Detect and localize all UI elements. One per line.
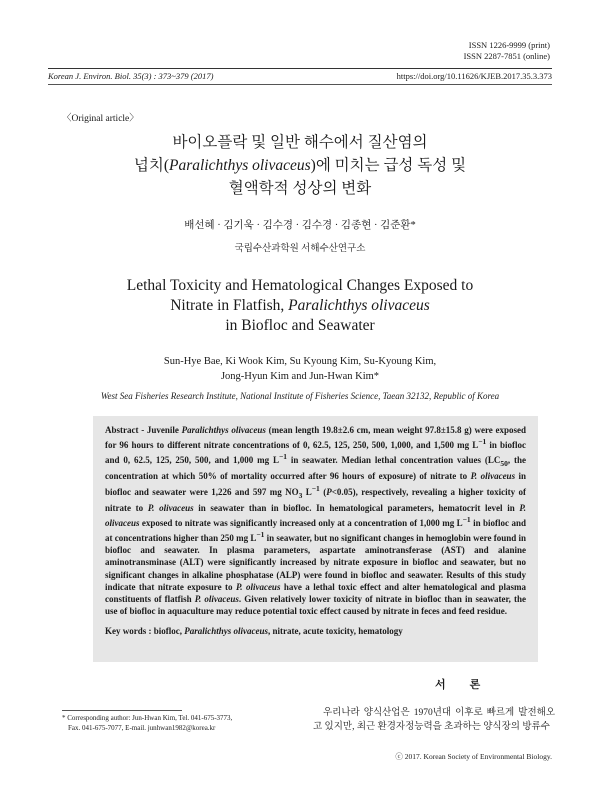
korean-affiliation: 국립수산과학원 서해수산연구소 (234, 244, 366, 254)
abstract-fragment: , the concentration at which 50% of mortality occurred after 96 hours of exposure) of nitrate to (105, 455, 526, 482)
abstract-fragment: . Given relatively lower toxicity of nitrate in biofloc than in seawater, the use of biofloc in aquaculture may reduce potential toxic effect caused by nitrate in feces and feed residue. (105, 594, 527, 617)
abstract-fragment: in seawater than in biofloc. In hematological parameters, hematocrit level in (193, 502, 520, 513)
article-type: 〈Original article〉 (62, 114, 139, 124)
footnote-rule (62, 710, 182, 711)
doi-link[interactable]: https://doi.org/10.11626/KJEB.2017.35.3.373 (396, 71, 552, 81)
abstract-fragment: in biofloc and seawater were 1,226 and 597 mg NO (105, 471, 526, 497)
abstract-superscript: −1 (311, 483, 320, 493)
korean-title-line1: 바이오플락 및 일반 해수에서 질산염의 (172, 134, 428, 151)
korean-title (0, 131, 600, 200)
abstract-superscript: −1 (256, 530, 265, 540)
header-rule (48, 68, 552, 69)
english-title (0, 276, 600, 336)
abstract-fragment: have a lethal toxic effect and alter hematological and plasma constituents of flatfish (105, 581, 526, 605)
english-title-line1: Lethal Toxicity and Hematological Changes Exposed to (126, 277, 474, 294)
abstract-fragment: <0.05), respectively, revealing a higher toxicity of nitrate to (105, 486, 526, 513)
english-authors-line1: Sun-Hye Bae, Ki Wook Kim, Su Kyoung Kim, Su-Kyoung Kim, (163, 356, 437, 367)
abstract-species: P. olivaceus (147, 502, 194, 513)
abstract-species: P. olivaceus (470, 471, 516, 482)
korean-title-line2-pre: 넙치( (133, 157, 170, 174)
abstract-text (105, 424, 526, 617)
issn-print: ISSN 1226-9999 (print) (468, 40, 550, 50)
abstract-species: Paralichthys olivaceus (181, 425, 266, 435)
keywords-species: Paralichthys olivaceus (184, 626, 268, 637)
issn-block (464, 40, 550, 62)
abstract-superscript: −1 (278, 452, 287, 462)
abstract-superscript: −1 (478, 437, 487, 447)
abstract-species: P. olivaceus (235, 581, 281, 592)
abstract-fragment: L (302, 486, 312, 497)
issn-online: ISSN 2287-7851 (online) (463, 51, 550, 61)
abstract-fragment: in biofloc and 0, 62.5, 125, 250, 500, and 1,000 mg L (105, 440, 526, 466)
english-authors (0, 354, 600, 384)
footnote-line1: * Corresponding author: Jun-Hwan Kim, Tel. 041-675-3773, (62, 714, 233, 722)
keywords-rest: , nitrate, acute toxicity, hematology (268, 626, 403, 637)
abstract-species: P. olivaceus (105, 502, 526, 528)
abstract-p-symbol: P (326, 486, 332, 497)
abstract-fragment: ( (319, 486, 327, 497)
abstract-fragment: exposed to nitrate was significantly increased only at a concentration of 1,000 mg L (139, 517, 463, 528)
korean-title-line3: 혈액학적 성상의 변화 (228, 180, 372, 197)
journal-rule (48, 84, 552, 85)
english-title-line2-pre: Nitrate in Flatfish, (170, 297, 289, 314)
journal-citation: Korean J. Environ. Biol. 35(3) : 373~379 (2017) (48, 71, 214, 81)
abstract-fragment: in biofloc and at concentrations higher than 250 mg L (105, 517, 526, 544)
english-authors-line2: Jong-Hyun Kim and Jun-Hwan Kim* (220, 371, 380, 382)
copyright-notice: ⓒ 2017. Korean Society of Environmental Biology. (395, 752, 552, 761)
abstract-fragment: in seawater, but no significant changes in hemoglobin were found in biofloc and seawater. In plasma parameters, aspartate aminotransferase (AST) and alanine aminotransminase (ALT) were significantly increased by nitrate exposure in biofloc and seawater, but no significant changes in alkaline phosphatase (ALP) were found in biofloc and seawater. Results of this study indicate that nitrate exposure to (105, 533, 526, 592)
english-title-line3: in Biofloc and Seawater (225, 317, 375, 334)
journal-header (48, 71, 552, 81)
korean-title-species: Paralichthys olivaceus (169, 157, 311, 174)
korean-authors: 배선혜 · 김기욱 · 김수경 · 김수경 · 김종현 · 김준환* (184, 220, 416, 231)
abstract-fragment: in seawater. Median lethal concentration values (LC (287, 455, 501, 466)
english-title-species: Paralichthys olivaceus (288, 297, 430, 314)
korean-title-line2-post: )에 미치는 급성 독성 및 (310, 157, 467, 174)
abstract-fragment: (mean length 19.8±2.6 cm, mean weight 97.8±15.8 g) were exposed for 96 hours to different nitrate concentrations of 0, 62.5, 125, 250, 500, 1,000, and 1,500 mg L (105, 425, 526, 451)
abstract-species: P. olivaceus (194, 594, 239, 605)
keywords (105, 626, 526, 636)
abstract-fragment: Abstract - Juvenile (105, 425, 182, 435)
korean-title-line2 (0, 154, 600, 177)
abstract-subscript: 3 (298, 490, 303, 500)
section-heading-introduction: 서론 (435, 679, 505, 691)
abstract-superscript: −1 (462, 514, 471, 524)
abstract-subscript: 50 (500, 459, 508, 469)
corresponding-author-footnote (62, 713, 232, 733)
english-title-line2 (0, 296, 600, 316)
english-affiliation: West Sea Fisheries Research Institute, National Institute of Fisheries Science, Taean 32132, Republic of Korea (100, 391, 500, 401)
introduction-body: 우리나라 양식산업은 1970년대 이후로 빠르게 발전해오고 있지만, 최근 환경자정능력을 초과하는 양식장의 방류수 (313, 708, 555, 732)
keywords-label: Key words : biofloc, (105, 626, 185, 637)
abstract-box (93, 416, 538, 662)
footnote-line2: Fax. 041-675-7077, E-mail. junhwan1982@korea.kr (68, 724, 216, 732)
